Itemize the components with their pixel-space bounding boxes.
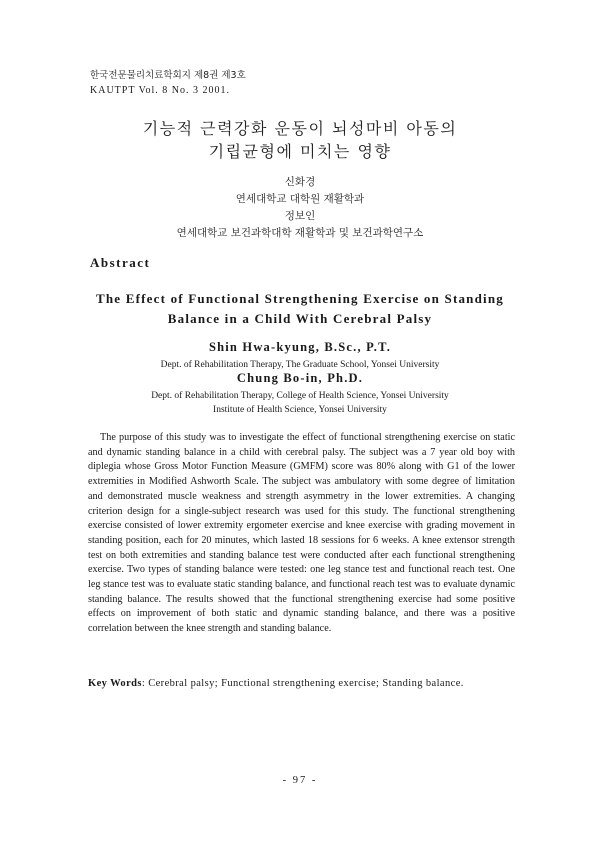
korean-authors xyxy=(0,174,600,242)
english-title-line2: Balance in a Child With Cerebral Palsy xyxy=(167,311,433,326)
english-title xyxy=(70,289,530,329)
korean-author2-affiliation: 연세대학교 보건과학대학 재활학과 및 보건과학연구소 xyxy=(176,227,424,239)
keywords-label: Key Words xyxy=(88,678,142,689)
korean-title-line1: 기능적 근력강화 운동이 뇌성마비 아동의 xyxy=(142,119,458,138)
english-author1-name: Shin Hwa-kyung, B.Sc., P.T. xyxy=(208,340,392,354)
korean-title xyxy=(0,117,600,163)
korean-author2-name: 정보인 xyxy=(284,210,316,222)
english-author2-name: Chung Bo-in, Ph.D. xyxy=(236,371,364,385)
korean-title-line2: 기립균형에 미치는 영향 xyxy=(208,142,392,161)
korean-author1-affiliation: 연세대학교 대학원 재활학과 xyxy=(235,193,365,205)
english-author2-affiliation1: Dept. of Rehabilitation Therapy, College of Health Science, Yonsei University xyxy=(151,391,449,401)
english-author2-affiliation2: Institute of Health Science, Yonsei University xyxy=(213,405,387,415)
abstract-paragraph: The purpose of this study was to investigate the effect of functional strengthening exercise on static and dynamic standing balance in a child with cerebral palsy. The subject was a 7 year old boy with diplegia whose Gross Motor Function Measure (GMFM) score was 80% along with G1 of the lower extremities in Modified Ashworth Scale. The subject was ambulatory with some degree of limitation and demonstrated muscle weakness and strength asymmetry in the lower extremities. A changing criterion design for a single-subject research was used for this study. The functional strengthening exercise consisted of lower extremity ergometer exercise and knee exercise with grading movement in standing position, each for 20 minutes, which lasted 18 sessions for 6 weeks. A knee extensor strength test on both extremities and standing balance test were conducted after each functional strengthening exercise. Two types of standing balance were tested: one leg stance test and functional reach test. One leg stance test was to evaluate static standing balance, and functional reach test was to evaluate dynamic standing balance. The results showed that the functional strengthening exercise had some positive effects on improvement of both static and dynamic standing balance, and there was a positive correlation between the knee strength and standing balance. xyxy=(88,432,515,635)
english-title-line1: The Effect of Functional Strengthening Exercise on Standing xyxy=(96,291,504,306)
journal-volume-info: KAUTPT Vol. 8 No. 3 2001. xyxy=(90,85,231,96)
keywords xyxy=(88,678,528,689)
journal-name-korean: 한국전문물리치료학회지 제8권 제3호 xyxy=(90,70,246,81)
english-author1-affiliation: Dept. of Rehabilitation Therapy, The Graduate School, Yonsei University xyxy=(160,360,440,370)
keywords-text: : Cerebral palsy; Functional strengthening exercise; Standing balance. xyxy=(141,678,464,689)
journal-header xyxy=(90,68,246,98)
abstract-heading: Abstract xyxy=(90,255,151,270)
abstract-body xyxy=(88,431,515,637)
page-number: - 97 - xyxy=(282,775,318,786)
korean-author1-name: 신화경 xyxy=(284,176,316,188)
